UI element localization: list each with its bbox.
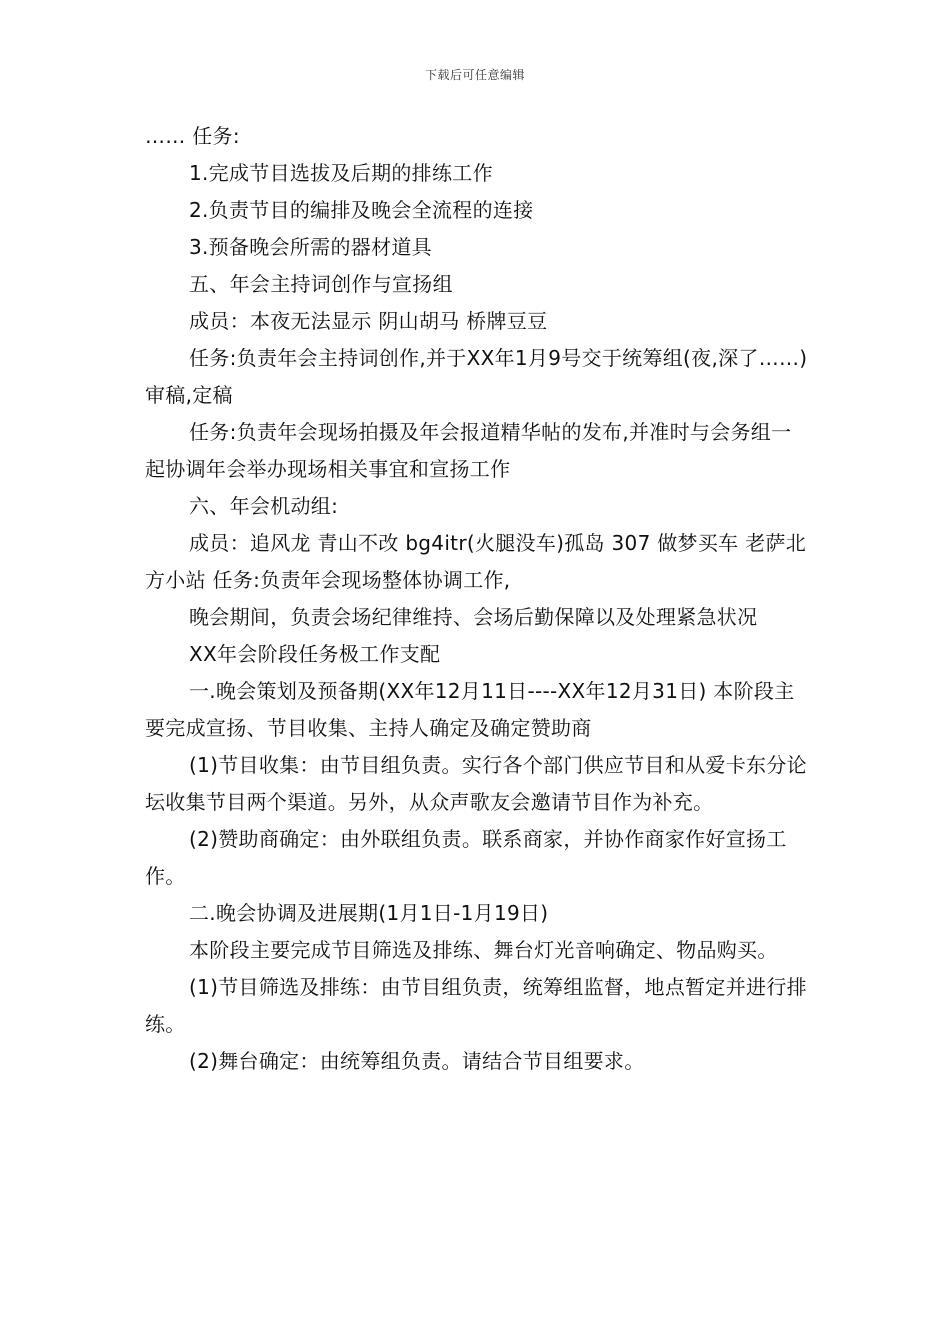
paragraph-task-3: 3.预备晚会所需的器材道具 [189,235,432,259]
paragraph-members-host: 成员：本夜无法显示 阴山胡马 桥牌豆豆 [189,309,548,333]
paragraph-members-mobile: 成员：追风龙 青山不改 bg4itr(火腿没车)孤岛 307 做梦买车 老萨北方小站 任务:负责年会现场整体协调工作, [145,531,807,592]
page-header: 下载后可任意编辑 [424,68,525,82]
paragraph-phase-2: 二.晚会协调及进展期(1月1日-1月19日) [189,901,549,925]
document-body [145,118,810,1080]
section-heading-host-publicity: 五、年会主持词创作与宣扬组 [189,272,453,296]
paragraph-task-photography: 任务:负责年会现场拍摄及年会报道精华帖的发布,并准时与会务组一起协调年会举办现场相关事宜和宣扬工作 [145,420,792,481]
paragraph-phase-2-summary: 本阶段主要完成节目筛选及排练、舞台灯光音响确定、物品购买。 [189,938,778,962]
paragraph-program-rehearsal: (1)节目筛选及排练：由节目组负责，统筹组监督，地点暂定并进行排练。 [145,975,807,1036]
paragraph-task-script: 任务:负责年会主持词创作,并于XX年1月9号交于统筹组(夜,深了……)审稿,定稿 [145,346,808,407]
section-heading-phase-tasks: XX年会阶段任务极工作支配 [189,642,441,666]
paragraph-phase-1: 一.晚会策划及预备期(XX年12月11日----XX年12月31日) 本阶段主要完成宣扬、节目收集、主持人确定及确定赞助商 [145,679,795,740]
paragraph-program-collection: (1)节目收集：由节目组负责。实行各个部门供应节目和从爱卡东分论坛收集节目两个渠道。另外，从众声歌友会邀请节目作为补充。 [145,753,807,814]
section-heading-mobile-group: 六、年会机动组: [189,494,339,518]
paragraph-tasks-heading: …… 任务: [145,124,240,148]
paragraph-stage: (2)舞台确定：由统筹组负责。请结合节目组要求。 [189,1049,645,1073]
paragraph-task-1: 1.完成节目选拔及后期的排练工作 [189,161,493,185]
paragraph-task-2: 2.负责节目的编排及晚会全流程的连接 [189,198,534,222]
paragraph-sponsor: (2)赞助商确定：由外联组负责。联系商家，并协作商家作好宣扬工作。 [145,827,787,888]
paragraph-event-duties: 晚会期间，负责会场纪律维持、会场后勤保障以及处理紧急状况 [189,605,758,629]
